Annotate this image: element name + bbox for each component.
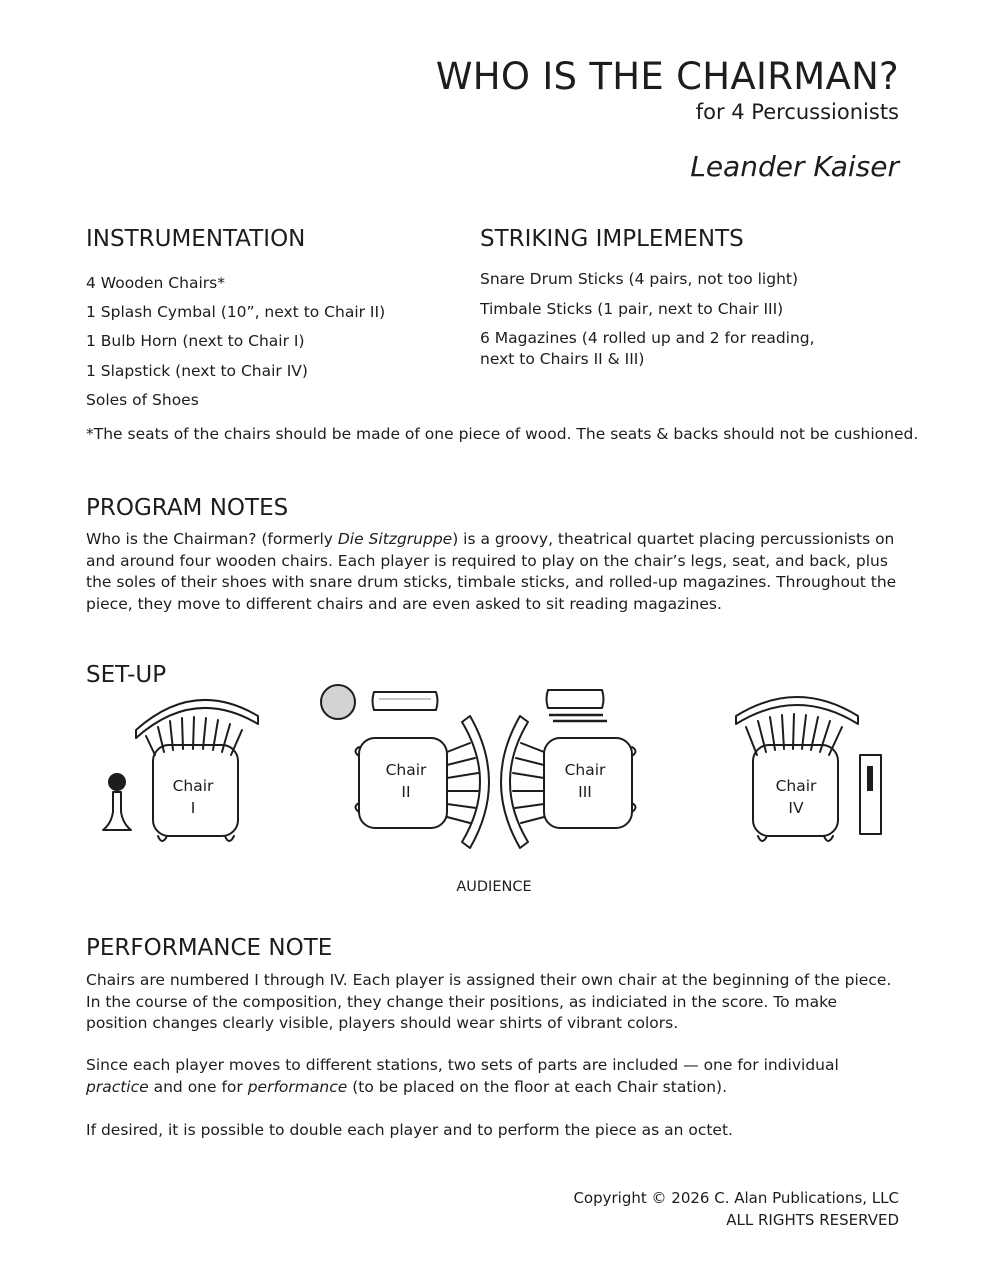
slapstick-icon <box>860 755 881 834</box>
performance-note-paragraph-2 <box>86 1055 902 1098</box>
item-name: 1 Bulb Horn <box>86 332 178 351</box>
instrumentation-item <box>86 298 385 327</box>
item-name: Soles of Shoes <box>86 390 199 409</box>
striking-implements-heading: STRIKING IMPLEMENTS <box>480 226 744 252</box>
item-detail: (4 rolled up and 2 for reading, <box>576 329 815 347</box>
splash-cymbal-icon <box>321 685 355 719</box>
program-notes-heading: PROGRAM NOTES <box>86 495 289 521</box>
chair-back-rail <box>736 697 858 724</box>
rolled-magazine-icon <box>547 690 604 708</box>
emphasis-performance: performance <box>247 1077 348 1096</box>
composer-name: Leander Kaiser <box>690 150 899 183</box>
chair-label-word: Chair <box>775 777 817 795</box>
emphasis-practice: practice <box>86 1077 149 1096</box>
striking-item <box>480 328 815 370</box>
rights-text: ALL RIGHTS RESERVED <box>726 1211 899 1229</box>
performance-note-paragraph-3: If desired, it is possible to double each player and to perform the piece as an octet. <box>86 1121 733 1139</box>
former-title: Die Sitzgruppe <box>337 530 453 548</box>
chair-label-number: I <box>190 799 196 817</box>
chair-back-rail <box>501 716 528 848</box>
instrumentation-item <box>86 269 385 298</box>
chair-label-word: Chair <box>172 777 214 795</box>
copyright-text: Copyright © 2026 C. Alan Publications, LLC <box>573 1189 899 1207</box>
instrumentation-heading: INSTRUMENTATION <box>86 226 306 252</box>
chair-label-word: Chair <box>564 761 606 779</box>
chair-label-number: IV <box>788 799 804 817</box>
item-detail-continued: next to Chairs II & III) <box>480 350 645 368</box>
instrumentation-list <box>86 269 385 415</box>
performance-note-paragraph-1: Chairs are numbered I through IV. Each player is assigned their own chair at the beginning of the piece. In the course of the composition, they change their positions, as indiciated in the score. To make position changes clearly visible, players should wear shirts of vibrant colors. <box>86 971 892 1032</box>
program-notes-text-part: (formerly <box>256 530 338 548</box>
instrumentation-item <box>86 327 385 356</box>
item-detail: (4 pairs, not too light) <box>623 270 799 288</box>
striking-item <box>480 269 815 290</box>
chair-iv <box>736 697 858 841</box>
item-name: 6 Magazines <box>480 329 577 347</box>
item-detail: (next to Chair IV) <box>170 361 308 380</box>
rolled-magazine-icon <box>373 692 438 710</box>
item-detail: (next to Chair I) <box>177 332 305 351</box>
instrumentation-item <box>86 357 385 386</box>
chair-ii <box>356 716 490 848</box>
item-name: 4 Wooden Chairs* <box>86 274 225 292</box>
instrumentation-item <box>86 386 385 415</box>
instrumentation-footnote: *The seats of the chairs should be made of one piece of wood. The seats & backs should not be cushioned. <box>86 425 919 443</box>
piece-title: WHO IS THE CHAIRMAN? <box>435 55 899 98</box>
chair-back-rail <box>462 716 489 848</box>
chair-iii <box>501 716 636 848</box>
item-name: 1 Slapstick <box>86 361 171 380</box>
text-part: and one for <box>148 1077 248 1096</box>
item-detail: (10”, next to Chair II) <box>215 303 386 322</box>
item-name: 1 Splash Cymbal <box>86 303 216 322</box>
audience-label: AUDIENCE <box>456 879 532 895</box>
reading-magazines-icon <box>549 715 607 721</box>
program-notes-lead: Who is the Chairman? <box>86 530 257 548</box>
item-name: Timbale Sticks <box>480 299 593 318</box>
setup-diagram <box>0 670 989 910</box>
program-notes-text-part: ) is a groovy, theatrical quartet placing percussionists on and around four wooden chairs. Each player is required to play on the chair’s legs, seat, and back, plus the soles of their shoes with snare drum sticks, timbale sticks, and rolled-up magazines. Throughout the piece, they move to different chairs and are even asked to sit reading magazines. <box>86 530 897 613</box>
performance-note-heading: PERFORMANCE NOTE <box>86 935 333 961</box>
chair-i <box>136 700 258 841</box>
striking-item <box>480 299 815 320</box>
item-name: Snare Drum Sticks <box>480 270 624 288</box>
bulb-horn-icon <box>103 773 131 830</box>
chair-label-word: Chair <box>385 761 427 779</box>
item-detail: (1 pair, next to Chair III) <box>592 299 784 318</box>
chair-label-number: II <box>401 783 411 801</box>
text-part: (to be placed on the floor at each Chair station). <box>347 1077 728 1096</box>
striking-implements-list <box>480 269 815 370</box>
text-part: Since each player moves to different stations, two sets of parts are included — one for individual <box>86 1056 839 1074</box>
setup-heading: SET-UP <box>86 662 167 688</box>
copyright-block <box>573 1187 899 1231</box>
chair-label-number: III <box>578 783 592 801</box>
piece-subtitle: for 4 Percussionists <box>695 100 899 124</box>
program-notes-text <box>86 529 902 615</box>
chair-back-rail <box>136 700 258 738</box>
